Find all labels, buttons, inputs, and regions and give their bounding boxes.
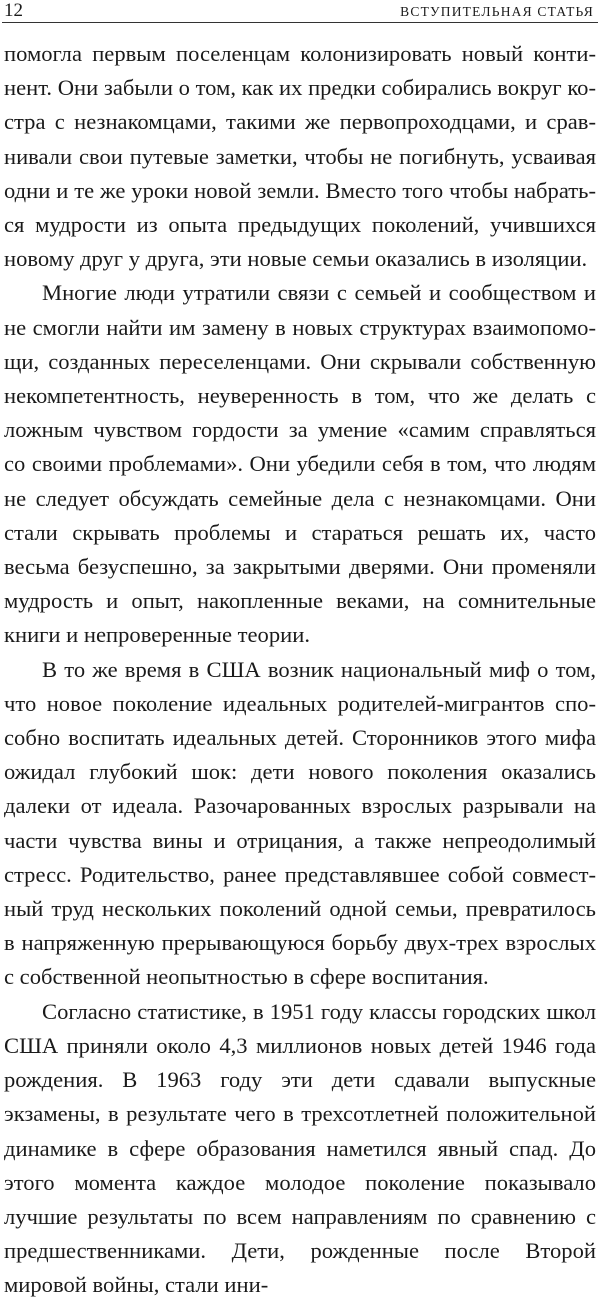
header-rule	[2, 22, 598, 23]
paragraph-continued: помогла первым поселенцам колонизировать новый континент. Они забыли о том, как их предки собирались вокруг костра с незнакомцами, такими же первопроходцами, и сравнивали свои путевые заметки, чтобы не погибнуть, усваивая одни и те же уроки новой земли. Вместо того чтобы набраться мудрости из опыта предыдущих поколений, учившихся новому друг у друга, эти новые семьи оказались в изоляции.	[4, 41, 596, 272]
page-number: 12	[4, 0, 23, 21]
body-text	[4, 37, 596, 1303]
running-header	[4, 2, 594, 20]
section-title: ВСТУПИТЕЛЬНАЯ СТАТЬЯ	[400, 4, 594, 19]
paragraph: Многие люди утратили связи с семьей и сообществом и не смогли найти им замену в новых структурах взаимопомощи, созданных переселенцами. Они скрывали собственную некомпетентность, неуверенность в том, что же делать с ложным чувством гордости за умение «самим справляться со своими проблемами». Они убедили себя в том, что людям не следует обсуждать семейные дела с незнакомцами. Они стали скрывать проблемы и стараться решать их, часто весьма безуспешно, за закрытыми дверями. Они променяли мудрость и опыт, накопленные веками, на сомнительные книги и непроверенные теории.	[4, 280, 596, 648]
paragraph: В то же время в США возник национальный миф о том, что новое поколение идеальных родителей-мигрантов способно воспитать идеальных детей. Сторонников этого мифа ожидал глубокий шок: дети нового поколения оказались далеки от идеала. Разочарованных взрослых разрывали на части чувства вины и отрицания, а также непреодолимый стресс. Родительство, ранее представлявшее собой совместный труд нескольких поколений одной семьи, превратилось в напряженную прерывающуюся борьбу двух-трех взрослых с собственной неопытностью в сфере воспитания.	[4, 656, 596, 990]
paragraph: Согласно статистике, в 1951 году классы городских школ США приняли около 4,3 миллионов новых детей 1946 года рождения. В 1963 году эти дети сдавали выпускные экзамены, в результате чего в трехсотлетней положительной динамике в сфере образования наметился явный спад. До этого момента каждое молодое поколение показывало лучшие результаты по всем направлениям по сравнению с предшественниками. Дети, рожденные после Второй мировой войны, стали ини-	[4, 998, 596, 1298]
